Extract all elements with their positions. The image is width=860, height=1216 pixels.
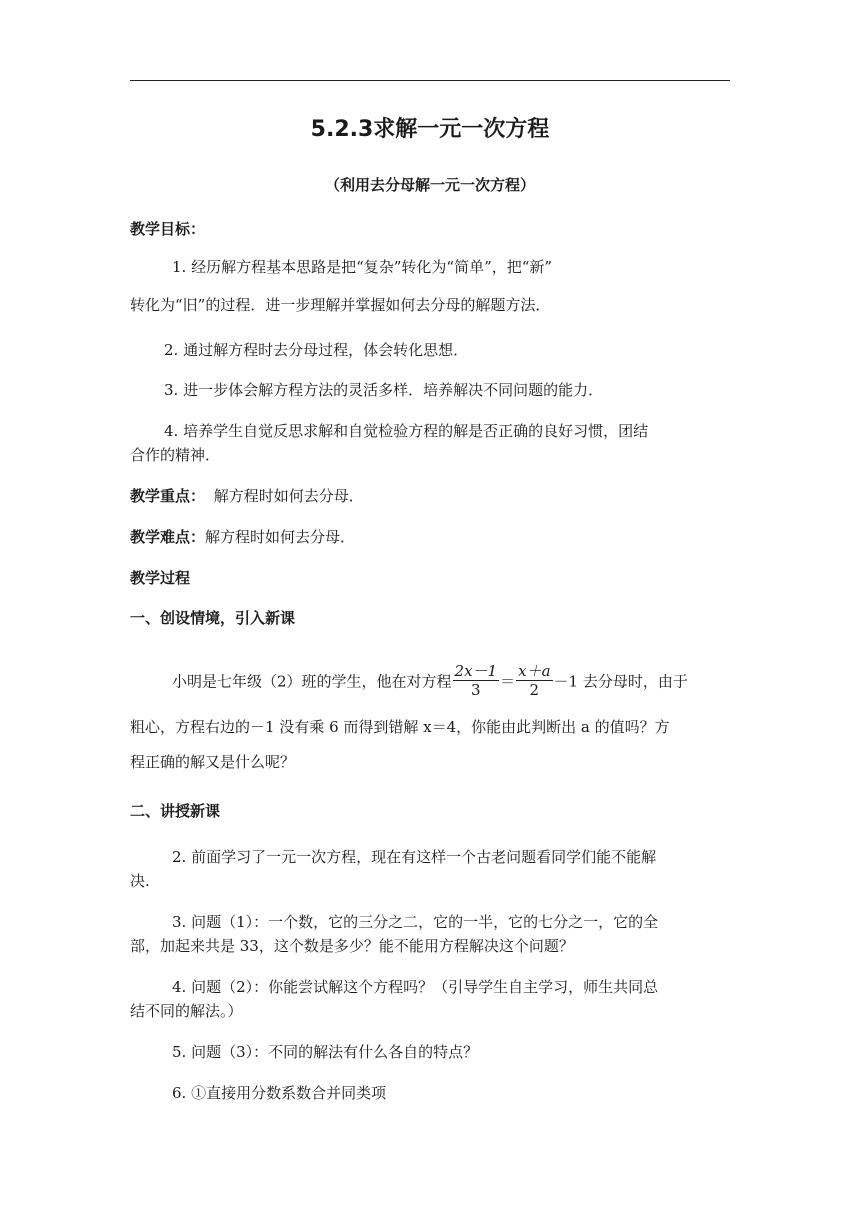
key-point-label: 教学重点： — [130, 487, 206, 505]
section1-line-2: 粗心，方程右边的－1 没有乘 6 而得到错解 x＝4，你能由此判断出 a 的值吗？方 — [130, 718, 670, 736]
section2-heading: 二、讲授新课 — [130, 802, 221, 820]
difficulty-label: 教学难点： — [130, 528, 206, 546]
page-title: 5.2.3求解一元一次方程 — [310, 117, 550, 142]
fraction-left-denominator: 3 — [471, 681, 481, 699]
goal-3: 3. 进一步体会解方程方法的灵活多样．培养解决不同问题的能力． — [164, 381, 604, 399]
difficulty-point — [130, 527, 355, 547]
fraction-right-denominator: 2 — [529, 681, 540, 699]
item-2-line-2: 决. — [130, 872, 150, 890]
section1-line-1 — [172, 664, 688, 701]
fraction-left-numerator: 2x－1 — [454, 662, 498, 680]
goals-heading: 教学目标： — [130, 220, 206, 238]
goal-4-line-1: 4. 培养学生自觉反思求解和自觉检验方程的解是否正确的良好习惯，团结 — [164, 422, 649, 440]
header-rule — [130, 80, 730, 81]
fraction-left — [453, 662, 500, 699]
section1-tail: －1 去分母时，由于 — [553, 672, 688, 691]
process-heading: 教学过程 — [130, 569, 191, 587]
goal-1-line-2: 转化为“旧”的过程．进一步理解并掌握如何去分母的解题方法． — [130, 296, 551, 314]
section1-lead: 小明是七年级（2）班的学生，他在对方程 — [172, 672, 452, 691]
item-5: 5. 问题（3）：不同的解法有什么各自的特点？ — [172, 1043, 479, 1061]
key-point-text: 解方程时如何去分母． — [213, 487, 364, 505]
item-4-line-1: 4. 问题（2）：你能尝试解这个方程吗？（引导学生自主学习，师生共同总 — [172, 978, 659, 996]
fraction-right-numerator: x＋a — [518, 662, 551, 680]
item-3-line-1: 3. 问题（1）：一个数，它的三分之二，它的一半，它的七分之一，它的全 — [172, 913, 659, 931]
item-3-line-2: 部，加起来共是 33，这个数是多少？能不能用方程解决这个问题？ — [130, 937, 574, 955]
goal-2: 2. 通过解方程时去分母过程，体会转化思想． — [164, 341, 469, 359]
item-2-line-1: 2. 前面学习了一元一次方程，现在有这样一个古老问题看同学们能不能解 — [172, 848, 657, 866]
item-4-line-2: 结不同的解法。） — [130, 1002, 243, 1020]
goal-1-line-1: 1. 经历解方程基本思路是把“复杂”转化为“简单”，把“新” — [172, 258, 553, 276]
difficulty-text: 解方程时如何去分母． — [205, 528, 356, 546]
goal-4-line-2: 合作的精神． — [130, 446, 221, 464]
key-point — [130, 486, 364, 506]
fraction-right — [516, 662, 552, 699]
page-subtitle: （利用去分母解一元一次方程） — [324, 176, 535, 194]
equals-sign: ＝ — [500, 672, 516, 691]
item-6: 6. ①直接用分数系数合并同类项 — [172, 1084, 387, 1102]
section1-heading: 一、创设情境，引入新课 — [130, 609, 296, 627]
section1-line-3: 程正确的解又是什么呢？ — [130, 753, 296, 771]
